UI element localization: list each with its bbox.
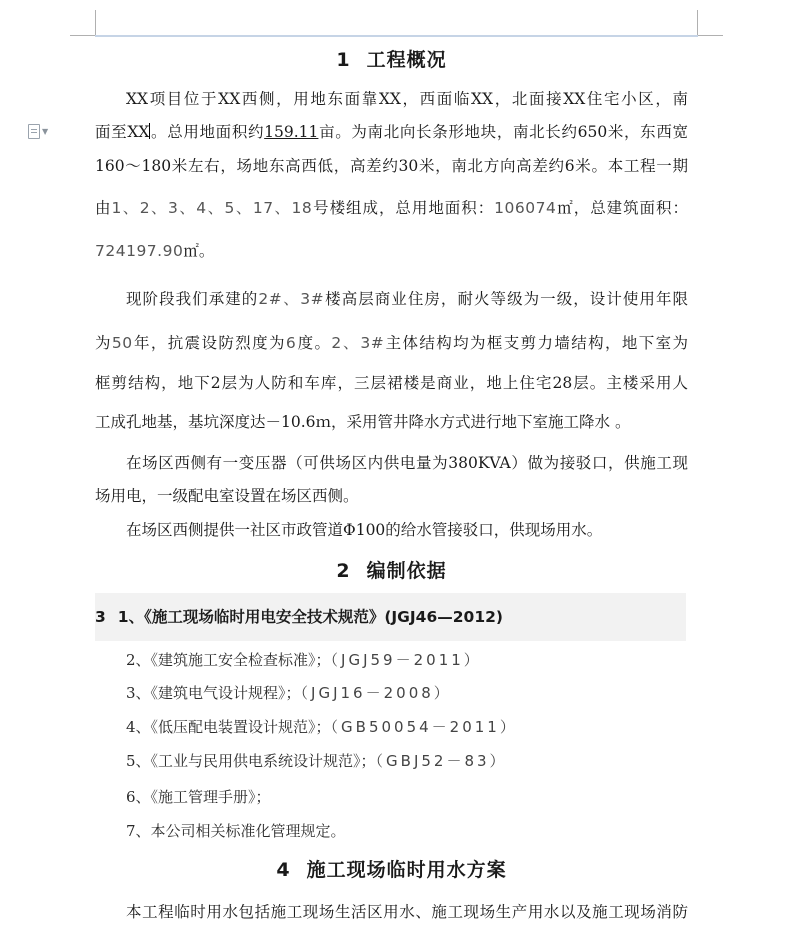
reference-item: 3、《建筑电气设计规程》；（JGJ16－2008） [126,684,452,702]
paragraph-line: 场用电，一级配电室设置在场区西侧。 [95,487,359,505]
document-icon [28,124,40,139]
section-heading-2: 2 编制依据 [336,560,447,582]
crop-mark-right [697,10,698,36]
paragraph-options-icon[interactable] [28,123,54,139]
section-heading-1: 1 工程概况 [336,49,447,71]
paragraph-line: 现阶段我们承建的2#、3#楼高层商业住房，耐火等级为一级，设计使用年限 [126,290,688,308]
paragraph-line: XX项目位于XX西侧，用地东面靠XX，西面临XX，北面接XX住宅小区，南 [126,90,688,108]
paragraph-line: 框剪结构，地下2层为人防和车库，三层裙楼是商业，地上住宅28层。主楼采用人 [95,374,688,392]
paragraph-line: 在场区西侧有一变压器（可供场区内供电量为380KVA）做为接驳口，供施工现 [126,454,688,472]
paragraph-line: 160～180米左右，场地东高西低，高差约30米，南北方向高差约6米。本工程一期 [95,157,688,175]
paragraph-line: 工成孔地基，基坑深度达－10.6ｍ，采用管井降水方式进行地下室施工降水 。 [95,413,631,431]
section-heading-3: 3 1、《施工现场临时用电安全技术规范》(JGJ46—2012) [95,608,503,626]
reference-item: 2、《建筑施工安全检查标准》；（JGJ59－2011） [126,651,482,669]
crop-mark-right-h [697,35,723,36]
paragraph-line: 为50年，抗震设防烈度为6度。2、3#主体结构均为框支剪力墙结构，地下室为 [95,334,688,352]
crop-mark-left-h [70,35,96,36]
paragraph-line: 在场区西侧提供一社区市政管道Φ100的给水管接驳口，供现场用水。 [126,521,603,539]
reference-item: 4、《低压配电装置设计规范》；（GB50054－2011） [126,718,518,736]
paragraph-line: 724197.90㎡。 [95,242,215,260]
paragraph-line: 本工程临时用水包括施工现场生活区用水、施工现场生产用水以及施工现场消防 [126,903,688,921]
crop-mark-left [95,10,96,36]
header-line [95,35,698,37]
paragraph-line: 由1、2、3、4、5、17、18号楼组成，总用地面积：106074㎡，总建筑面积： [95,199,688,217]
reference-item: 7、本公司相关标准化管理规定。 [126,822,346,840]
section-heading-4: 4 施工现场临时用水方案 [276,859,507,881]
paragraph-line: 面至XX。总用地面积约159.11亩。为南北向长条形地块，南北长约650米，东西宽 [95,123,688,141]
reference-item: 6、《施工管理手册》； [126,788,271,806]
chevron-down-icon: ▼ [42,126,49,136]
reference-item: 5、《工业与民用供电系统设计规范》；（GBJ52－83） [126,752,508,770]
